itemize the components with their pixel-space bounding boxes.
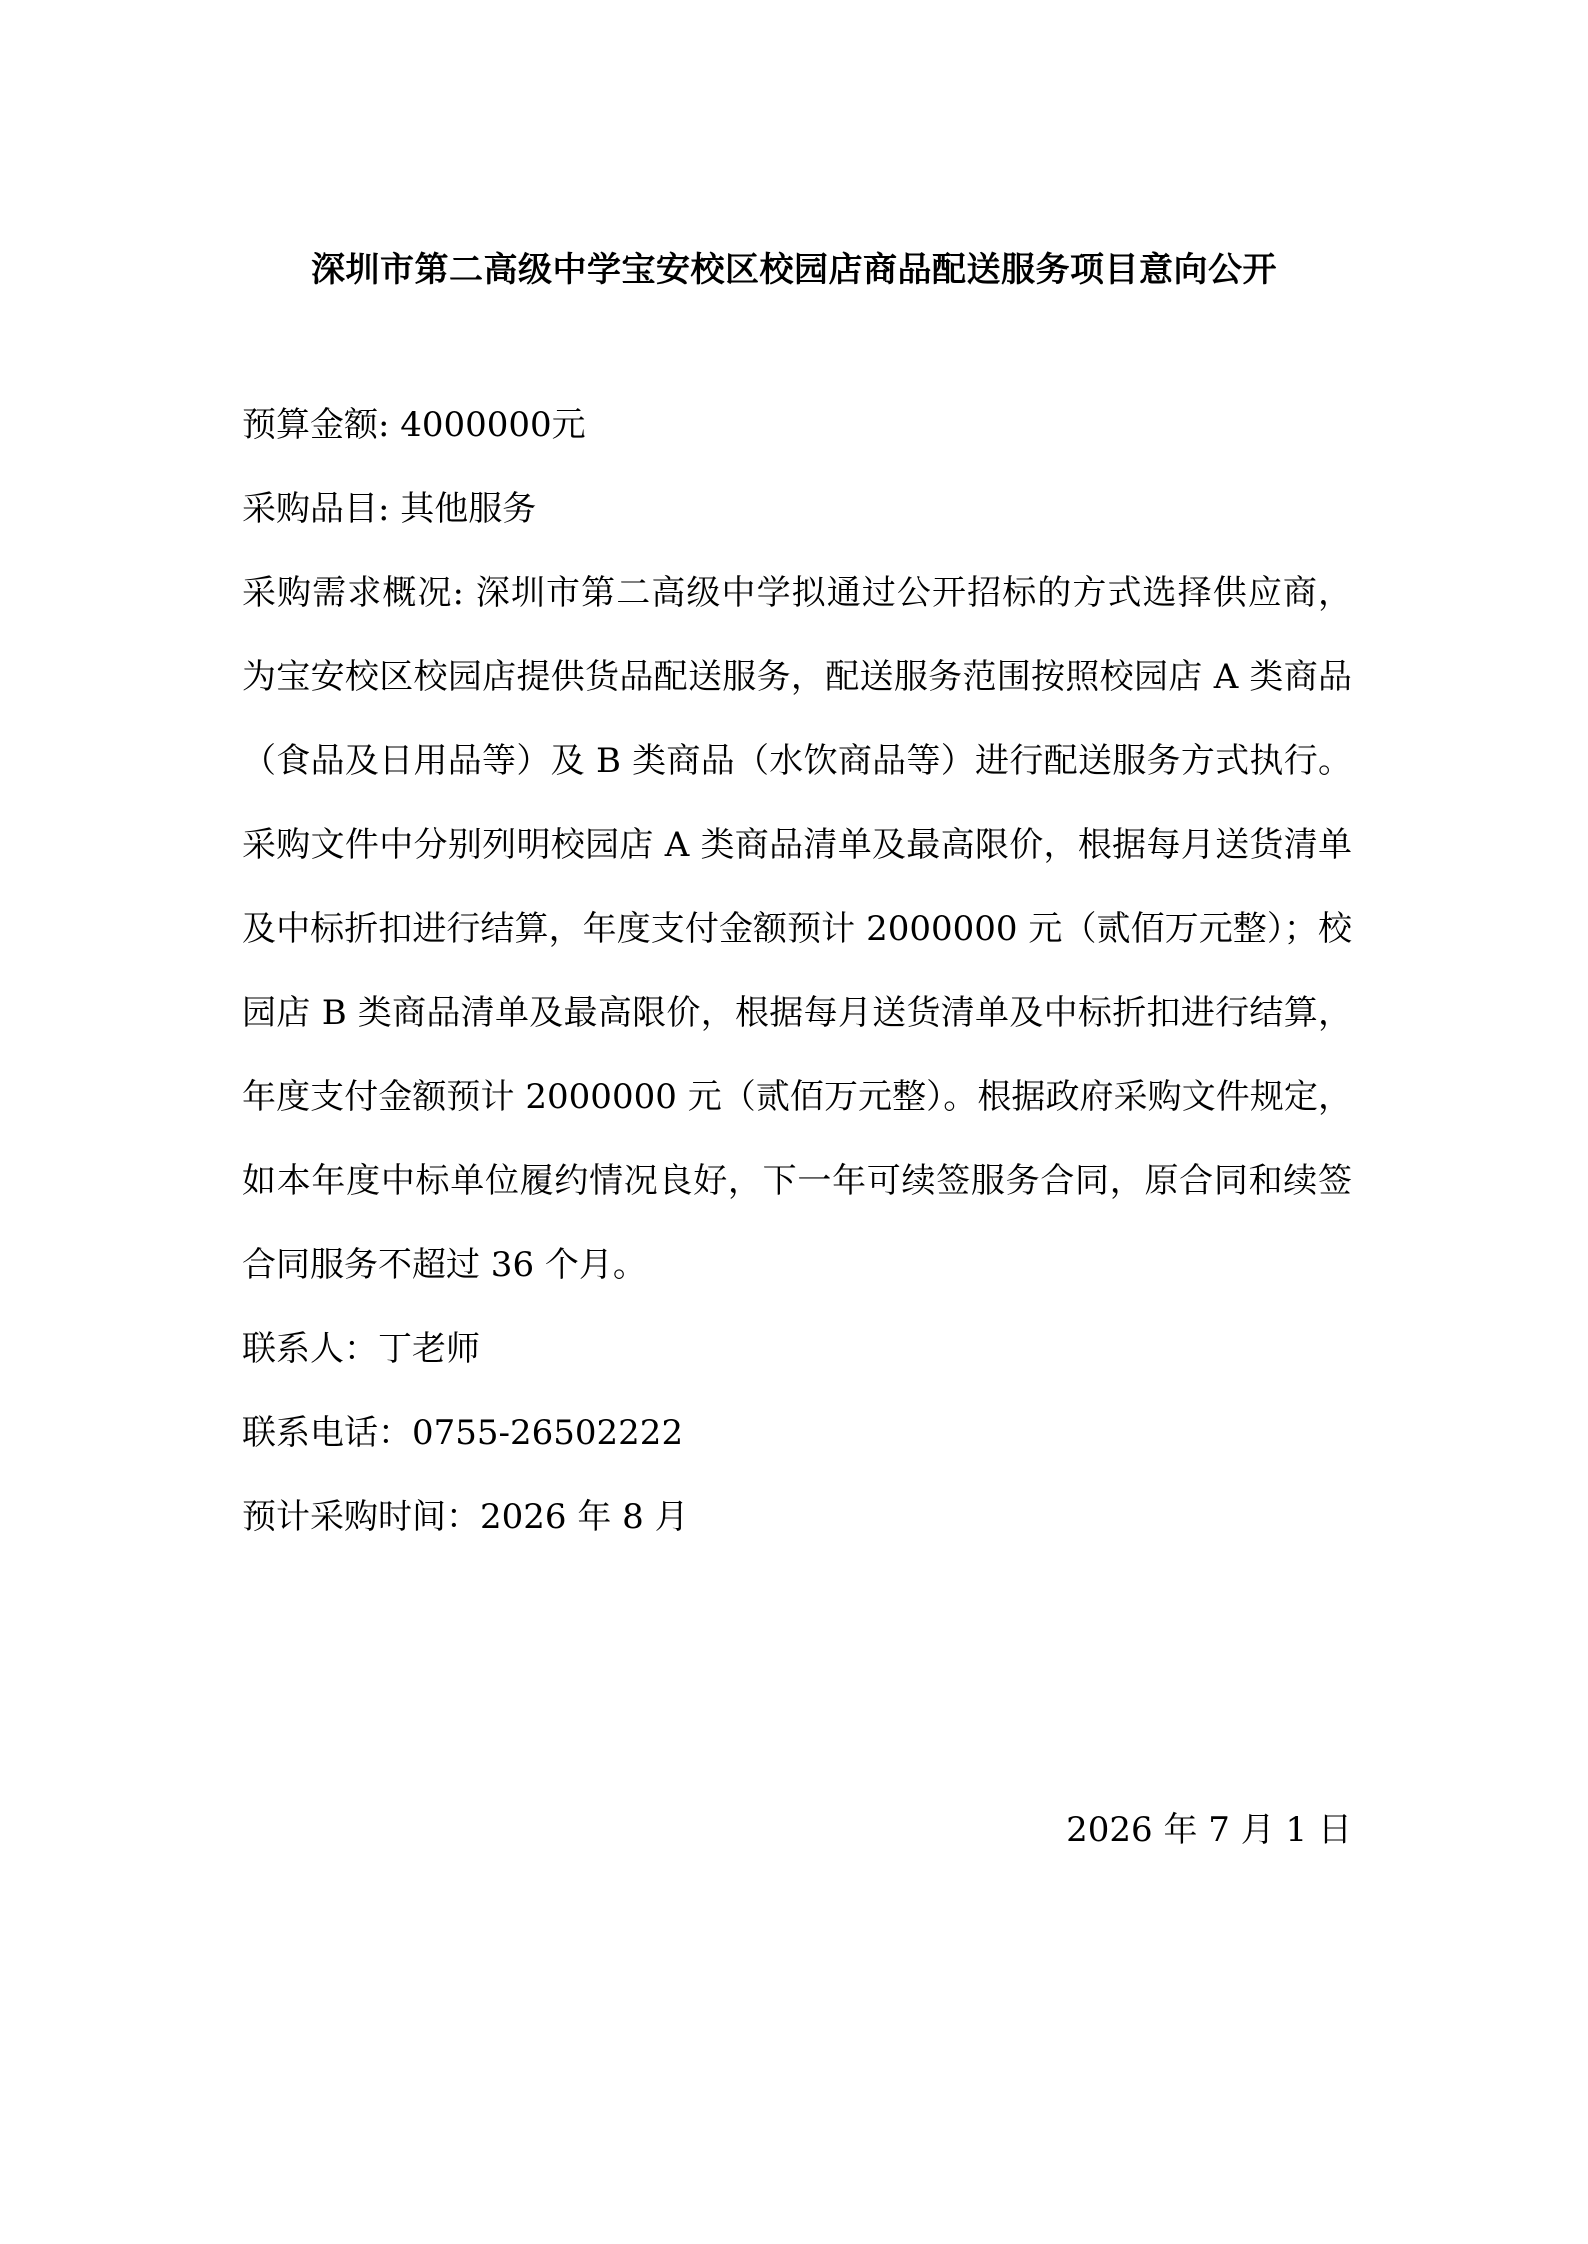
- budget-line: 预算金额: 4000000元: [242, 405, 586, 445]
- contact-person-line: 联系人：丁老师: [242, 1329, 480, 1369]
- document-body: [242, 383, 1352, 1559]
- requirement-paragraph: 采购需求概况: 深圳市第二高级中学拟通过公开招标的方式选择供应商，为宝安校区校园店提供货品配送服务，配送服务范围按照校园店 A 类商品（食品及日用品等）及 B 类商品（水饮商品等）进行配送服务方式执行。采购文件中分别列明校园店 A 类商品清单及最高限价，根据每月送货清单及中标折扣进行结算，年度支付金额预计 2000000 元（贰佰万元整）；校园店 B 类商品清单及最高限价，根据每月送货清单及中标折扣进行结算，年度支付金额预计 2000000 元（贰佰万元整）。根据政府采购文件规定，如本年度中标单位履约情况良好，下一年可续签服务合同，原合同和续签合同服务不超过 36 个月。: [242, 573, 1352, 1285]
- category-line: 采购品目: 其他服务: [242, 489, 537, 529]
- page-title: 深圳市第二高级中学宝安校区校园店商品配送服务项目意向公开: [311, 250, 1277, 290]
- contact-phone-line: 联系电话：0755-26502222: [242, 1413, 684, 1453]
- expected-time-line: 预计采购时间：2026 年 8 月: [242, 1497, 689, 1537]
- document-date: 2026 年 7 月 1 日: [1066, 1810, 1352, 1850]
